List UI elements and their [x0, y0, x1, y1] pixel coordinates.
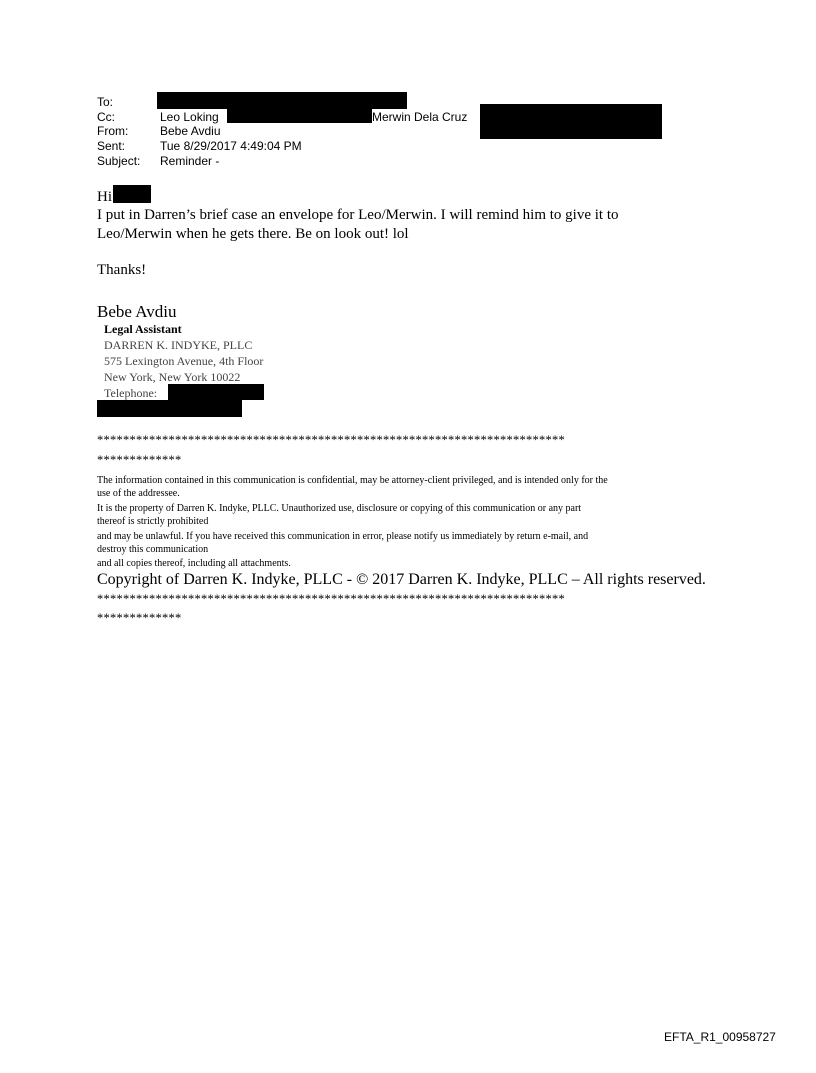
divider-stars-bottom-short: *************	[97, 611, 182, 625]
thanks: Thanks!	[97, 262, 147, 278]
greeting: Hi	[97, 189, 112, 205]
cc-value-1: Leo Loking	[160, 110, 219, 124]
from-value: Bebe Avdiu	[160, 124, 221, 138]
cc-value-2: Merwin Dela Cruz	[372, 110, 468, 124]
disclaimer-line-2: use of the addressee.	[97, 488, 180, 499]
divider-stars-top-short: *************	[97, 453, 182, 467]
cc-label: Cc:	[97, 110, 115, 124]
from-label: From:	[97, 124, 129, 138]
signature-title: Legal Assistant	[104, 322, 182, 336]
signature-address-2: New York, New York 10022	[104, 370, 241, 384]
redaction-greeting	[113, 185, 151, 203]
disclaimer-line-7: and all copies thereof, including all attachments.	[97, 558, 291, 569]
divider-stars-bottom: ************************************************************************	[97, 592, 565, 606]
to-label: To:	[97, 95, 114, 109]
signature-firm: DARREN K. INDYKE, PLLC	[104, 338, 253, 352]
redaction-telephone	[168, 384, 264, 400]
redaction-signature-line	[97, 400, 242, 417]
divider-stars-top: ************************************************************************	[97, 433, 565, 447]
disclaimer-line-6: destroy this communication	[97, 544, 209, 555]
body-line-1: I put in Darren’s brief case an envelope for Leo/Merwin. I will remind him to give it to	[97, 207, 619, 223]
disclaimer-line-3: It is the property of Darren K. Indyke, PLLC. Unauthorized use, disclosure or copying of this communication or any part	[97, 503, 582, 514]
subject-label: Subject:	[97, 154, 141, 168]
signature-address-1: 575 Lexington Avenue, 4th Floor	[104, 354, 264, 368]
redaction-cc-1	[227, 105, 372, 123]
sent-label: Sent:	[97, 139, 126, 153]
disclaimer-line-1: The information contained in this communication is confidential, may be attorney-client privileged, and is intended only for the	[97, 475, 608, 486]
copyright-notice: Copyright of Darren K. Indyke, PLLC - © 2017 Darren K. Indyke, PLLC – All rights reserved.	[97, 571, 706, 588]
sent-value: Tue 8/29/2017 4:49:04 PM	[160, 139, 302, 153]
disclaimer-line-5: and may be unlawful. If you have received this communication in error, please notify us immediately by return e-mail, and	[97, 531, 589, 542]
disclaimer-line-4: thereof is strictly prohibited	[97, 516, 209, 527]
document-id: EFTA_R1_00958727	[664, 1030, 776, 1044]
subject-value: Reminder -	[160, 154, 220, 168]
body-line-2: Leo/Merwin when he gets there. Be on look out! lol	[97, 226, 409, 242]
redaction-cc-2	[480, 104, 662, 139]
signature-name: Bebe Avdiu	[97, 302, 177, 321]
signature-telephone-label: Telephone:	[104, 386, 158, 400]
